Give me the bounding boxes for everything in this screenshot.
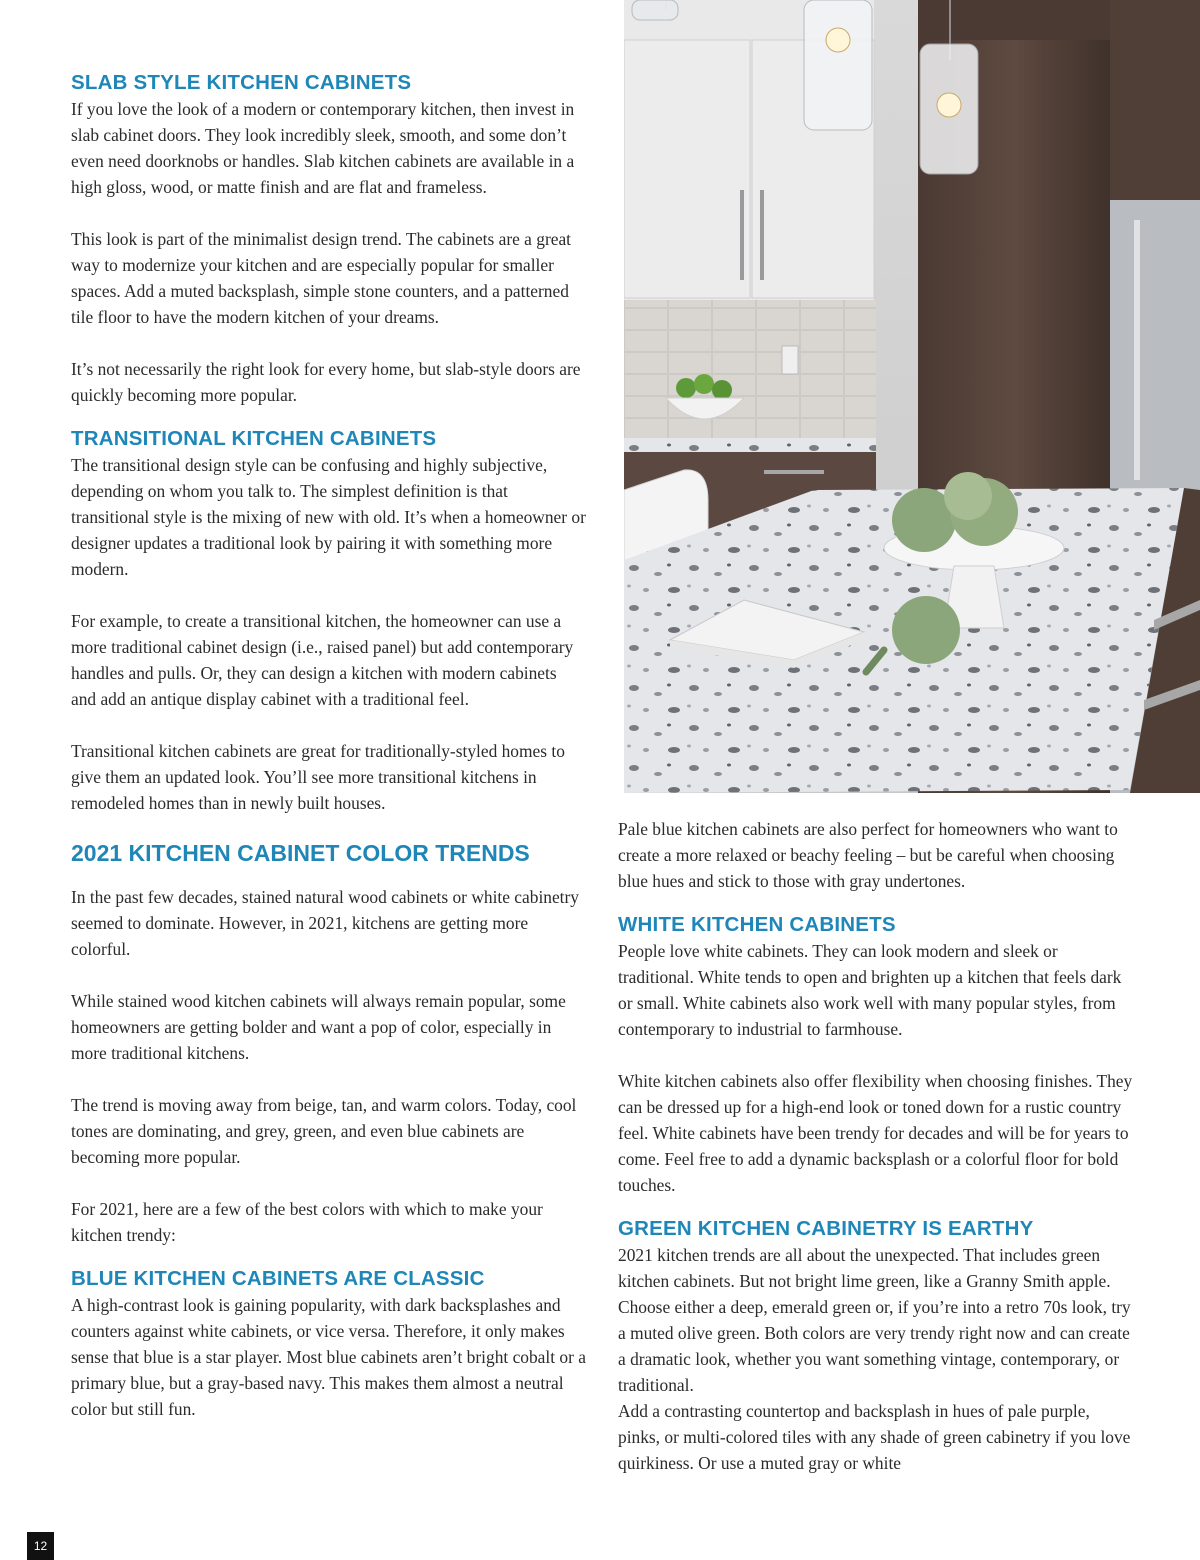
white-paragraph-2: White kitchen cabinets also offer flexibility when choosing finishes. They can be dressed up for a high-end look or toned down for a rustic country feel. White cabinets have been trendy for decades and will be for years to come. Feel free to add a dynamic backsplash or a colorful floor for bold touches. [618, 1071, 1133, 1195]
kitchen-photo [624, 0, 1200, 793]
transitional-heading: TRANSITIONAL KITCHEN CABINETS [71, 427, 437, 450]
color-trends-heading: 2021 KITCHEN CABINET COLOR TRENDS [71, 840, 530, 866]
trends-paragraph-2: While stained wood kitchen cabinets will always remain popular, some homeowners are getting bolder and want a pop of color, especially in more traditional kitchens. [71, 991, 566, 1063]
green-paragraph-1: 2021 kitchen trends are all about the unexpected. That includes green kitchen cabinets. But not bright lime green, like a Granny Smith apple. Choose either a deep, emerald green or, if you’re into a retro 70s look, try a muted olive green. Both colors are very trendy right now and can create a dramatic look, whether you want something vintage, contemporary, or traditional. [618, 1245, 1131, 1395]
green-paragraph-2: Add a contrasting countertop and backsplash in hues of pale purple, pinks, or multi-colored tiles with any shade of green cabinetry if you love quirkiness. Or use a muted gray or white [618, 1401, 1131, 1473]
left-column [71, 70, 586, 1422]
trends-paragraph-3: The trend is moving away from beige, tan, and warm colors. Today, cool tones are dominating, and grey, green, and even blue cabinets are becoming more popular. [71, 1095, 577, 1167]
blue-heading: BLUE KITCHEN CABINETS ARE CLASSIC [71, 1267, 485, 1290]
trends-paragraph-1: In the past few decades, stained natural wood cabinets or white cabinetry seemed to dominate. However, in 2021, kitchens are getting more colorful. [71, 887, 580, 959]
transitional-paragraph-3: Transitional kitchen cabinets are great for traditionally-styled homes to give them an updated look. You’ll see more transitional kitchens in remodeled homes than in newly built houses. [71, 741, 565, 813]
white-paragraph-1: People love white cabinets. They can look modern and sleek or traditional. White tends to open and brighten up a kitchen that feels dark or small. White cabinets also work well with many popular styles, from contemporary to industrial to farmhouse. [618, 941, 1122, 1039]
right-column [618, 816, 1133, 1476]
page-number: 12 [27, 1532, 54, 1560]
blue-paragraph-continued: Pale blue kitchen cabinets are also perfect for homeowners who want to create a more relaxed or beachy feeling – but be careful when choosing blue hues and stick to those with gray undertones. [618, 819, 1118, 891]
trends-paragraph-4: For 2021, here are a few of the best colors with which to make your kitchen trendy: [71, 1199, 543, 1245]
white-heading: WHITE KITCHEN CABINETS [618, 913, 896, 936]
slab-heading: SLAB STYLE KITCHEN CABINETS [71, 71, 412, 94]
slab-paragraph-3: It’s not necessarily the right look for every home, but slab-style doors are quickly becoming more popular. [71, 359, 581, 405]
transitional-paragraph-1: The transitional design style can be confusing and highly subjective, depending on whom you talk to. The simplest definition is that transitional style is the mixing of new with old. It’s when a homeowner or designer updates a traditional look by pairing it with something more modern. [71, 455, 586, 579]
blue-paragraph-1: A high-contrast look is gaining popularity, with dark backsplashes and counters against white cabinets, or vice versa. Therefore, it only makes sense that blue is a star player. Most blue cabinets aren’t bright cobalt or a primary blue, but a gray-based navy. This makes them almost a neutral color but still fun. [71, 1295, 586, 1419]
slab-paragraph-1: If you love the look of a modern or contemporary kitchen, then invest in slab cabinet doors. They look incredibly sleek, smooth, and some don’t even need doorknobs or handles. Slab kitchen cabinets are available in a high gloss, wood, or matte finish and are flat and frameless. [71, 99, 575, 197]
green-heading: GREEN KITCHEN CABINETRY IS EARTHY [618, 1217, 1034, 1240]
transitional-paragraph-2: For example, to create a transitional kitchen, the homeowner can use a more traditional cabinet design (i.e., raised panel) but add contemporary handles and pulls. Or, they can design a kitchen with modern cabinets and add an antique display cabinet with a traditional feel. [71, 611, 574, 709]
slab-paragraph-2: This look is part of the minimalist design trend. The cabinets are a great way to modernize your kitchen and are especially popular for smaller spaces. Add a muted backsplash, simple stone counters, and a patterned tile floor to have the modern kitchen of your dreams. [71, 229, 572, 327]
